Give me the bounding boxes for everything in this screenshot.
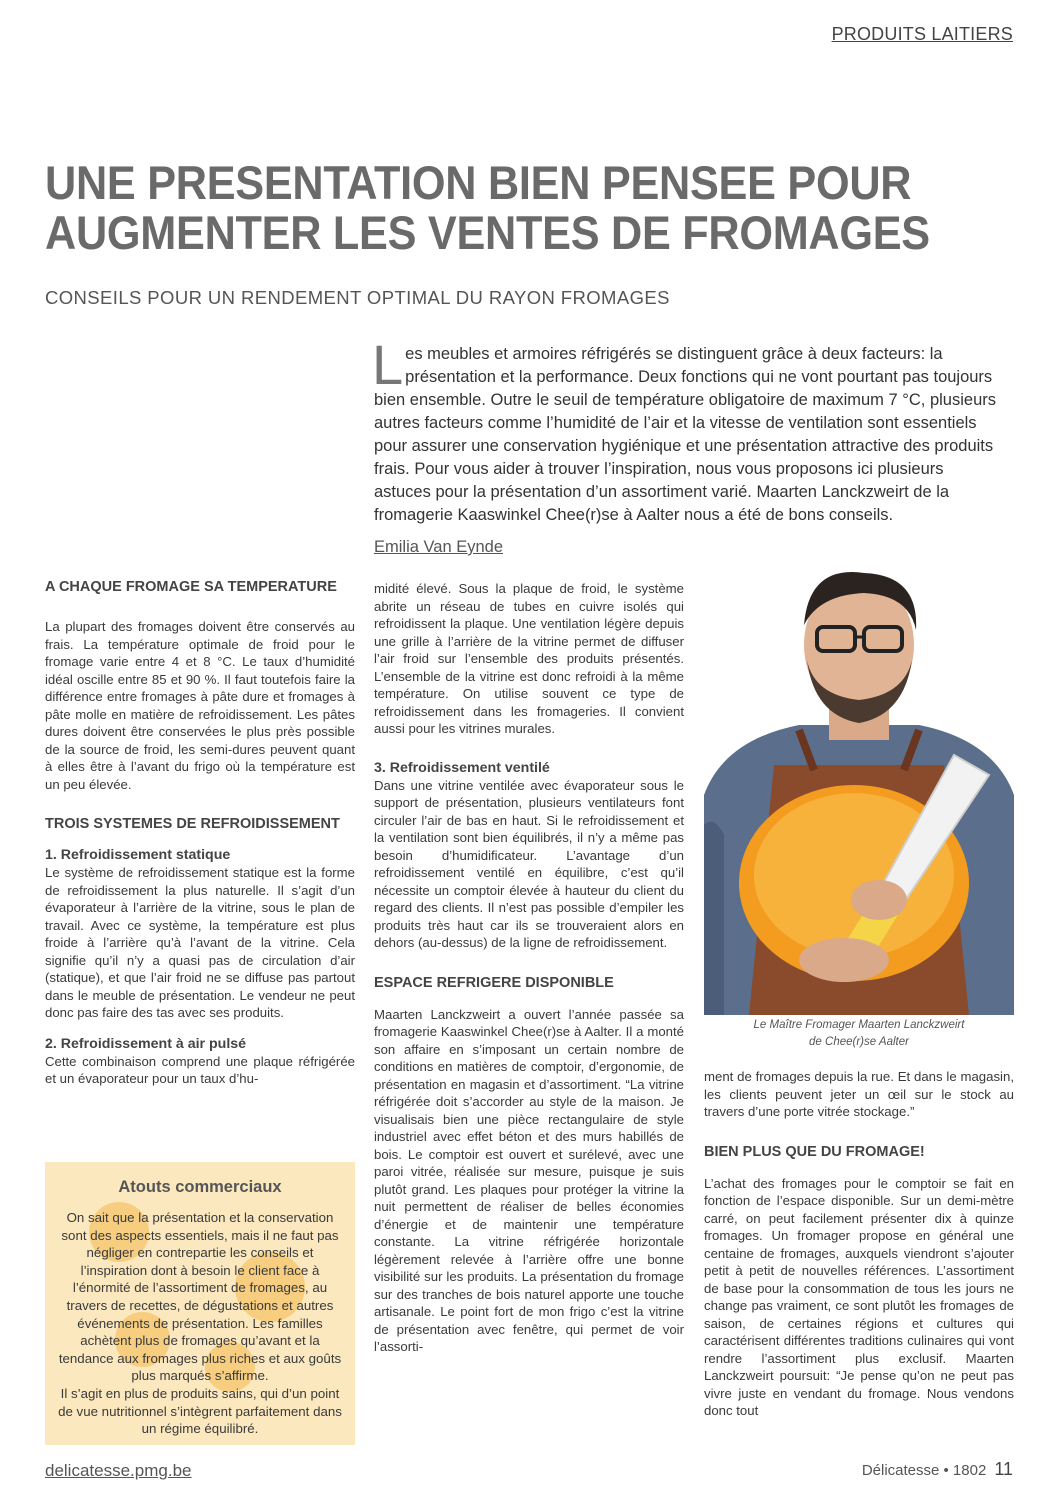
heading-ventilated: 3. Refroidissement ventilé (374, 759, 550, 776)
photo-caption (704, 1017, 1014, 1051)
caption-line-1: Le Maître Fromager Maarten Lanckzweirt (753, 1019, 965, 1031)
subtitle: CONSEILS POUR UN RENDEMENT OPTIMAL DU RAYON FROMAGES (45, 287, 670, 308)
heading-temperature: A CHAQUE FROMAGE SA TEMPERATURE (45, 579, 337, 595)
heading-forced-air: 2. Refroidissement à air pulsé (45, 1035, 247, 1052)
portrait-photo (704, 565, 1014, 1015)
page-number: 11 (994, 1459, 1013, 1479)
heading-space: ESPACE REFRIGERE DISPONIBLE (374, 974, 614, 991)
dropcap: L (372, 333, 404, 396)
page-title (45, 158, 947, 258)
heading-systems: TROIS SYSTEMES DE REFROIDISSEMENT (45, 816, 340, 832)
box-title: Atouts commerciaux (118, 1178, 282, 1196)
column-2 (374, 580, 684, 1356)
box-text (55, 1209, 345, 1438)
box-paragraph-1: On sait que la présentation et la conservation sont des aspects essentiels, mais il ne faut pas négliger en contrepartie les conseils et l’inspiration dont à besoin le client face à l’énormité de l’assortiment de fromages, au travers de recettes, de dégustations et autres événements de présentation. Les familles achètent plus de fromages qu’avant et la tendance aux fromages plus riches et aux goûts plus marqués s’affirme. (58, 1210, 342, 1384)
heading-static: 1. Refroidissement statique (45, 847, 231, 863)
paragraph-temperature: La plupart des fromages doivent être conservés au frais. La température optimale de froid pour le fromage varie entre 4 et 8 °C. Le taux d’humidité idéal oscille entre 85 et 90 %. Il faut toutefois faire la différence entre fromages à pâte dure et fromages à pâte molle en matière de refroidissement. Les pâtes dures doivent être conservées le plus près possible de la source de froid, les semi-dures peuvent quant à elles être à l’avant du frigo où la température est un peu élevée. (45, 619, 355, 792)
heading-more-than-cheese: BIEN PLUS QUE DU FROMAGE! (704, 1143, 925, 1160)
portrait-illustration (704, 565, 1014, 1015)
footer-page-info (862, 1459, 1013, 1480)
magazine-issue: Délicatesse • 1802 (861, 1462, 987, 1479)
column-1 (45, 578, 355, 1088)
paragraph-more-than-cheese: L’achat des fromages pour le comptoir se fait en fonction de l’espace disponible. Sur un demi-mètre carré, on peut facilement présenter dix à quinze fromages. Un fromager propose en général une centaine de fromages, auxquels viendront s’ajouter petit à petit de nouvelles références. L’assortiment de base pour la consommation de tous les jours ne change pas vraiment, ce sont plutôt les fromages de saison, de certaines régions et cultures qui caractérisent différentes traditions culinaires qui vont rendre l’assortiment plus exclusif. Maarten Lanckzweirt poursuit: “Je pense qu’on ne peut pas vivre juste en vendant du fromage. Nous vendons donc tout (704, 1175, 1014, 1418)
sidebar-box (45, 1162, 355, 1445)
footer-website-link[interactable]: delicatesse.pmg.be (45, 1461, 192, 1480)
paragraph-forced-air: Cette combinaison comprend une plaque réfrigérée et un évaporateur pour un taux d’hu- (45, 1053, 355, 1086)
paragraph-ventilated: Dans une vitrine ventilée avec évaporateur sous le support de présentation, plusieurs ventilateurs font circuler l’air de bas en haut. Si le refroidissement et la ventilation sont bien équilibrés, il n’y a même pas besoin d’humidificateur. L’avantage d’un refroidissement ventilé en équilibre, c’est qu’il nécessite un comptoir élevée à hauteur du client du regard des clients. Il n’est pas possible d’empiler les produits très haut car ils se trouveraient alors en dehors (au-dessus) de la ligne de refroidissement. (374, 777, 684, 950)
section-tag: PRODUITS LAITIERS (831, 24, 1013, 44)
intro-text: es meubles et armoires réfrigérés se distinguent grâce à deux facteurs: la présentation et la performance. Deux fonctions qui ne vont pourtant pas toujours bien ensemble. Outre le seuil de température obligatoire de maximum 7 °C, plusieurs autres facteurs comme l’humidité de l’air et la vitesse de ventilation sont essentiels pour assurer une conservation hygiénique et une présentation attractive des produits frais. Pour vous aider à trouver l’inspiration, nous vous proposons ici plusieurs astuces pour la présentation d’un assortiment varié. Maarten Lanckzweirt de la fromagerie Kaaswinkel Chee(r)se à Aalter nous a été de bons conseils. (374, 345, 996, 524)
paragraph-street-view: ment de fromages depuis la rue. Et dans le magasin, les clients peuvent jeter un œil sur le stock au travers d’une porte vitrée stockage.” (704, 1069, 1014, 1119)
paragraph-space: Maarten Lanckzweirt a ouvert l’année passée sa fromagerie Kaaswinkel Chee(r)se à Aalter. Il a monté son affaire en s’imposant un certain nombre de conditions en matières de comptoir, d’ergonomie, de présentation en magasin et d’assortiment. “La vitrine réfrigérée doit s’accorder au style de la maison. Je visualisais bien une pièce rectangulaire de style industriel avec effet béton et des murs habillés de bois. Le comptoir est ouvert et surélevé, avec une paroi vitrée, réalisée sur mesure, puisque je suis plutôt grand. Les plaques pour protéger la vitrine la nuit permettent de réaliser de belles économies d’énergie et de maintenir une température constante. La vitrine réfrigérée horizontale légèrement relevée à l’arrière offre une bonne visibilité sur les produits. La présentation du fromage sur des tranches de bois naturel apporte une touche artisanale. Le point fort de mon frigo c’est la vitrine de présentation avec fenêtre, qui permet de voir l’assorti- (374, 1006, 684, 1354)
paragraph-static: Le système de refroidissement statique est la forme de refroidissement la plus naturelle. Il s’agit d’un évaporateur à l’arrière de la vitrine, sous le plan de travail. Avec ce système, la température est plus froide à l’arrière qu’à l’avant de la vitrine. Cela signifie qu’il n’y a quasi pas de circulation d’air (statique), et que l’air froid ne se diffuse pas partout dans le meuble de présentation. Le vendeur ne peut donc pas faire des tas avec ses produits. (45, 865, 355, 1020)
column-3 (704, 1068, 1014, 1420)
paragraph-continued: midité élevé. Sous la plaque de froid, le système abrite un réseau de tubes en cuivre isolés qui refroidissent la plaque. Une ventilation légère depuis une grille à l’arrière de la vitrine permet de diffuser l’air froid sur l’ensemble des produits présentés. L’ensemble de la vitrine est donc refroidi à la même température. On utilise souvent ce type de refroidissement dans les fromageries. Il convient aussi pour les vitrines murales. (374, 581, 684, 736)
intro-paragraph (372, 333, 999, 527)
title-line-2: AUGMENTER LES VENTES DE FROMAGES (45, 206, 930, 259)
author-link[interactable]: Emilia Van Eynde (374, 538, 504, 556)
caption-line-2: de Chee(r)se Aalter (809, 1036, 909, 1048)
box-paragraph-2: Il s’agit en plus de produits sains, qui d’un point de vue nutritionnel s’intègrent parfaitement dans un régime équilibré. (58, 1385, 342, 1437)
title-line-1: UNE PRESENTATION BIEN PENSEE POUR (45, 156, 912, 209)
